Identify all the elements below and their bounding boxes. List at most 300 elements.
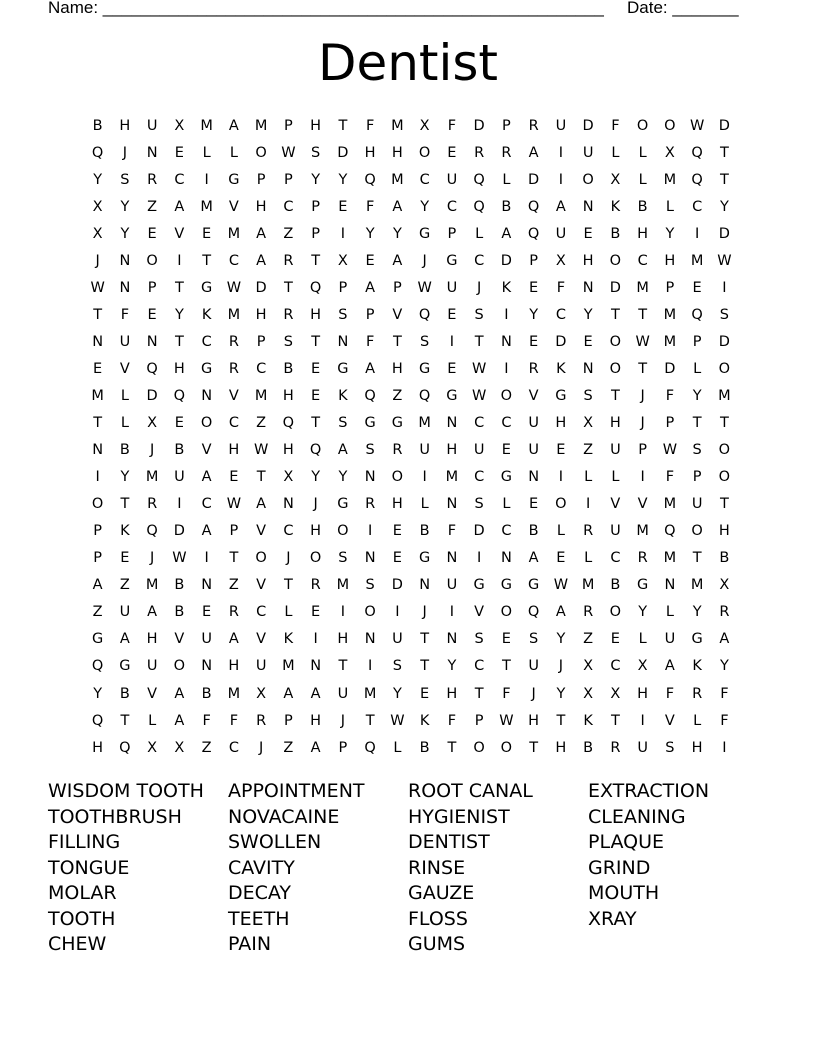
word-bank-item: EXTRACTION bbox=[588, 780, 710, 802]
grid-letter: U bbox=[555, 225, 567, 242]
grid-letter: E bbox=[311, 387, 321, 404]
grid-letter: R bbox=[583, 604, 594, 621]
grid-letter: N bbox=[364, 631, 376, 648]
grid-letter: A bbox=[528, 144, 539, 161]
grid-letter: R bbox=[501, 144, 512, 161]
grid-letter: B bbox=[419, 523, 430, 540]
grid-letter: Q bbox=[173, 387, 186, 404]
grid-letter: J bbox=[640, 415, 645, 432]
grid-letter: P bbox=[311, 198, 320, 215]
grid-letter: F bbox=[365, 333, 375, 350]
grid-letter: C bbox=[201, 496, 212, 513]
grid-letter: F bbox=[665, 469, 675, 486]
grid-letter: W bbox=[226, 279, 242, 296]
grid-letter: J bbox=[286, 550, 291, 567]
grid-letter: Z bbox=[201, 739, 212, 756]
grid-letter: E bbox=[501, 631, 511, 648]
grid-letter: B bbox=[501, 198, 512, 215]
grid-letter: B bbox=[174, 577, 185, 594]
grid-letter: E bbox=[174, 144, 184, 161]
grid-letter: T bbox=[501, 658, 511, 675]
grid-letter: C bbox=[201, 333, 212, 350]
grid-letter: D bbox=[718, 117, 730, 134]
grid-letter: H bbox=[555, 415, 567, 432]
grid-letter: N bbox=[582, 198, 594, 215]
grid-letter: E bbox=[147, 306, 157, 323]
grid-letter: M bbox=[445, 469, 459, 486]
grid-letter: I bbox=[504, 360, 509, 377]
grid-letter: U bbox=[528, 658, 539, 675]
grid-letter: O bbox=[609, 360, 622, 377]
grid-letter: N bbox=[446, 631, 458, 648]
grid-letter: N bbox=[119, 252, 131, 269]
grid-letter: O bbox=[391, 469, 404, 486]
grid-letter: F bbox=[447, 117, 457, 134]
grid-letter: Z bbox=[92, 604, 103, 621]
grid-letter: N bbox=[146, 333, 158, 350]
grid-letter: L bbox=[638, 631, 647, 648]
grid-letter: F bbox=[365, 198, 375, 215]
grid-letter: Y bbox=[556, 685, 566, 702]
grid-letter: Y bbox=[338, 171, 348, 188]
word-bank bbox=[48, 779, 788, 958]
grid-letter: R bbox=[283, 306, 294, 323]
grid-letter: Q bbox=[91, 712, 104, 729]
grid-letter: U bbox=[119, 604, 131, 621]
grid-letter: Z bbox=[256, 415, 267, 432]
word-bank-item: FILLING bbox=[48, 831, 121, 853]
grid-letter: R bbox=[474, 144, 485, 161]
grid-letter: O bbox=[200, 415, 213, 432]
grid-letter: U bbox=[446, 279, 458, 296]
grid-letter: G bbox=[201, 279, 213, 296]
grid-letter: Q bbox=[146, 523, 158, 540]
grid-letter: N bbox=[337, 333, 349, 350]
grid-letter: K bbox=[692, 658, 702, 675]
grid-letter: T bbox=[610, 387, 620, 404]
grid-letter: O bbox=[91, 496, 104, 513]
grid-letter: B bbox=[201, 685, 212, 702]
grid-letter: M bbox=[254, 117, 268, 134]
grid-letter: M bbox=[227, 306, 241, 323]
grid-letter: O bbox=[609, 252, 622, 269]
grid-letter: O bbox=[418, 144, 431, 161]
grid-letter: D bbox=[555, 333, 567, 350]
word-bank-item: RINSE bbox=[408, 856, 466, 879]
grid-letter: C bbox=[637, 252, 648, 269]
grid-letter: V bbox=[664, 712, 675, 729]
grid-letter: C bbox=[228, 415, 239, 432]
grid-letter: F bbox=[229, 712, 239, 729]
grid-letter: I bbox=[585, 496, 591, 513]
grid-letter: O bbox=[718, 360, 731, 377]
grid-letter: L bbox=[420, 496, 429, 513]
grid-letter: B bbox=[583, 739, 594, 756]
grid-letter: N bbox=[364, 469, 376, 486]
grid-letter: M bbox=[200, 198, 213, 215]
grid-letter: S bbox=[719, 306, 729, 323]
grid-letter: Q bbox=[282, 415, 295, 432]
grid-letter: T bbox=[120, 496, 130, 513]
grid-letter: K bbox=[419, 712, 430, 729]
grid-letter: F bbox=[720, 685, 729, 702]
grid-letter: S bbox=[365, 442, 375, 459]
grid-letter: M bbox=[227, 685, 241, 702]
grid-letter: M bbox=[663, 306, 677, 323]
grid-letter: A bbox=[310, 685, 321, 702]
grid-letter: R bbox=[583, 523, 594, 540]
grid-letter: H bbox=[364, 144, 376, 161]
grid-letter: G bbox=[119, 658, 131, 675]
grid-letter: G bbox=[201, 360, 213, 377]
grid-letter: V bbox=[228, 387, 239, 404]
grid-letter: K bbox=[338, 387, 348, 404]
grid-letter: G bbox=[419, 225, 431, 242]
grid-letter: T bbox=[719, 171, 729, 188]
grid-letter: C bbox=[283, 523, 294, 540]
grid-letter: Z bbox=[147, 198, 158, 215]
grid-letter: R bbox=[228, 333, 239, 350]
grid-letter: O bbox=[473, 739, 485, 756]
grid-letter: R bbox=[228, 360, 239, 377]
grid-letter: M bbox=[718, 387, 731, 404]
grid-letter: S bbox=[474, 631, 484, 648]
grid-letter: I bbox=[422, 469, 427, 486]
grid-letter: H bbox=[691, 739, 703, 756]
grid-letter: R bbox=[637, 550, 648, 567]
grid-letter: Q bbox=[418, 387, 431, 404]
grid-letter: T bbox=[692, 415, 702, 432]
grid-letter: V bbox=[610, 496, 621, 513]
grid-letter: O bbox=[255, 144, 267, 161]
grid-letter: N bbox=[582, 279, 594, 296]
grid-letter: Y bbox=[120, 225, 130, 242]
grid-letter: T bbox=[338, 658, 348, 675]
grid-letter: K bbox=[556, 360, 566, 377]
grid-letter: Z bbox=[392, 387, 403, 404]
grid-letter: Y bbox=[719, 658, 729, 675]
grid-letter: P bbox=[93, 550, 102, 567]
grid-letter: J bbox=[640, 387, 645, 404]
grid-letter: D bbox=[337, 144, 349, 161]
grid-letter: N bbox=[528, 469, 540, 486]
grid-letter: A bbox=[256, 496, 267, 513]
grid-letter: A bbox=[555, 198, 566, 215]
grid-letter: F bbox=[665, 387, 675, 404]
grid-letter: V bbox=[174, 225, 185, 242]
grid-letter: O bbox=[609, 333, 622, 350]
grid-letter: U bbox=[146, 658, 158, 675]
grid-letter: E bbox=[202, 604, 212, 621]
grid-letter: C bbox=[474, 252, 485, 269]
grid-letter: G bbox=[337, 360, 349, 377]
grid-letter: C bbox=[228, 739, 239, 756]
grid-letter: O bbox=[364, 604, 376, 621]
grid-letter: C bbox=[256, 360, 267, 377]
grid-letter: T bbox=[529, 739, 539, 756]
grid-letter: S bbox=[692, 442, 702, 459]
grid-letter: M bbox=[663, 333, 677, 350]
grid-letter: P bbox=[692, 469, 702, 486]
grid-letter: G bbox=[364, 415, 376, 432]
grid-letter: F bbox=[202, 712, 211, 729]
grid-letter: T bbox=[365, 712, 375, 729]
grid-letter: N bbox=[119, 279, 131, 296]
grid-letter: M bbox=[391, 117, 404, 134]
grid-letter: D bbox=[255, 279, 267, 296]
grid-letter: C bbox=[256, 604, 267, 621]
grid-letter: J bbox=[122, 144, 128, 161]
grid-letter: E bbox=[529, 333, 539, 350]
word-bank-item: MOLAR bbox=[48, 882, 117, 904]
grid-letter: H bbox=[282, 387, 294, 404]
grid-letter: O bbox=[691, 523, 703, 540]
grid-letter: Z bbox=[583, 442, 594, 459]
grid-letter: A bbox=[501, 225, 512, 242]
grid-letter: J bbox=[476, 279, 482, 296]
grid-letter: Q bbox=[309, 442, 322, 459]
grid-letter: U bbox=[610, 442, 621, 459]
grid-letter: L bbox=[638, 171, 647, 188]
grid-letter: L bbox=[120, 387, 129, 404]
grid-letter: D bbox=[718, 333, 730, 350]
grid-letter: A bbox=[92, 577, 103, 594]
grid-letter: T bbox=[692, 550, 702, 567]
grid-letter: M bbox=[636, 279, 649, 296]
grid-letter: E bbox=[447, 360, 457, 377]
grid-letter: I bbox=[694, 225, 700, 242]
grid-letter: E bbox=[311, 360, 321, 377]
grid-letter: K bbox=[501, 279, 512, 296]
grid-letter: D bbox=[609, 279, 621, 296]
grid-letter: M bbox=[581, 577, 595, 594]
grid-letter: Q bbox=[91, 658, 104, 675]
grid-letter: X bbox=[637, 658, 648, 675]
grid-letter: B bbox=[610, 225, 621, 242]
grid-letter: T bbox=[174, 279, 184, 296]
grid-letter: S bbox=[120, 171, 130, 188]
grid-letter: S bbox=[474, 306, 484, 323]
word-bank-item: WISDOM TOOTH bbox=[48, 780, 204, 802]
grid-letter: H bbox=[146, 631, 158, 648]
grid-letter: Q bbox=[146, 360, 158, 377]
grid-letter: U bbox=[528, 415, 539, 432]
grid-letter: F bbox=[611, 117, 620, 134]
grid-letter: H bbox=[337, 631, 349, 648]
grid-letter: C bbox=[501, 415, 512, 432]
grid-letter: P bbox=[638, 442, 647, 459]
grid-letter: Q bbox=[364, 171, 376, 188]
grid-letter: P bbox=[529, 252, 538, 269]
grid-letter: Y bbox=[120, 198, 130, 215]
grid-letter: E bbox=[610, 631, 620, 648]
grid-letter: M bbox=[336, 577, 350, 594]
grid-letter: D bbox=[146, 387, 158, 404]
grid-letter: Y bbox=[719, 198, 729, 215]
grid-letter: I bbox=[204, 171, 209, 188]
grid-letter: L bbox=[693, 712, 702, 729]
grid-letter: E bbox=[174, 415, 184, 432]
grid-letter: P bbox=[393, 279, 402, 296]
grid-letter: H bbox=[391, 496, 403, 513]
grid-letter: W bbox=[226, 496, 242, 513]
grid-letter: Z bbox=[583, 631, 594, 648]
grid-letter: A bbox=[365, 279, 376, 296]
grid-letter: G bbox=[337, 496, 349, 513]
grid-letter: H bbox=[391, 360, 403, 377]
grid-letter: S bbox=[665, 739, 675, 756]
grid-letter: N bbox=[582, 360, 594, 377]
grid-letter: H bbox=[92, 739, 104, 756]
grid-letter: O bbox=[337, 523, 349, 540]
grid-letter: R bbox=[365, 496, 376, 513]
grid-letter: G bbox=[473, 577, 485, 594]
grid-letter: C bbox=[174, 171, 185, 188]
grid-letter: F bbox=[365, 117, 375, 134]
grid-letter: O bbox=[636, 117, 649, 134]
grid-letter: O bbox=[500, 604, 513, 621]
grid-letter: E bbox=[692, 279, 702, 296]
grid-letter: O bbox=[173, 658, 186, 675]
grid-letter: O bbox=[609, 604, 622, 621]
grid-letter: K bbox=[120, 523, 130, 540]
grid-letter: E bbox=[338, 198, 348, 215]
grid-letter: P bbox=[338, 739, 348, 756]
grid-letter: U bbox=[337, 685, 349, 702]
grid-letter: E bbox=[365, 252, 375, 269]
grid-letter: L bbox=[611, 144, 620, 161]
grid-letter: P bbox=[256, 333, 266, 350]
grid-letter: D bbox=[173, 523, 185, 540]
grid-letter: A bbox=[719, 631, 730, 648]
grid-letter: N bbox=[419, 577, 431, 594]
grid-letter: O bbox=[500, 739, 513, 756]
grid-letter: Q bbox=[364, 387, 376, 404]
grid-letter: H bbox=[310, 306, 322, 323]
grid-letter: R bbox=[147, 496, 158, 513]
grid-letter: A bbox=[310, 739, 321, 756]
grid-letter: R bbox=[610, 739, 621, 756]
grid-letter: E bbox=[229, 469, 239, 486]
grid-letter: W bbox=[662, 442, 678, 459]
grid-letter: X bbox=[664, 144, 675, 161]
grid-letter: P bbox=[665, 279, 675, 296]
grid-letter: I bbox=[177, 496, 182, 513]
grid-letter: Q bbox=[527, 198, 540, 215]
name-field-label: Name: _____________________________________________________ bbox=[48, 0, 604, 17]
grid-letter: M bbox=[418, 415, 431, 432]
grid-letter: N bbox=[664, 577, 676, 594]
grid-letter: U bbox=[637, 739, 648, 756]
grid-letter: B bbox=[610, 577, 621, 594]
grid-letter: W bbox=[172, 550, 187, 567]
grid-letter: X bbox=[147, 739, 158, 756]
grid-letter: Z bbox=[283, 225, 294, 242]
grid-letter: R bbox=[528, 117, 539, 134]
grid-letter: M bbox=[690, 577, 704, 594]
grid-letter: G bbox=[555, 387, 567, 404]
grid-letter: B bbox=[92, 117, 103, 134]
grid-letter: W bbox=[471, 387, 487, 404]
grid-letter: E bbox=[556, 550, 566, 567]
word-bank-item: GUMS bbox=[408, 933, 466, 955]
grid-letter: R bbox=[228, 604, 239, 621]
grid-letter: A bbox=[664, 658, 675, 675]
grid-letter: A bbox=[201, 469, 212, 486]
grid-letter: I bbox=[449, 333, 455, 350]
grid-letter: C bbox=[419, 171, 430, 188]
grid-letter: H bbox=[637, 685, 649, 702]
word-bank-item: DECAY bbox=[228, 882, 292, 904]
grid-letter: B bbox=[528, 523, 539, 540]
grid-letter: T bbox=[120, 712, 130, 729]
grid-letter: A bbox=[147, 604, 158, 621]
grid-letter: Q bbox=[418, 306, 431, 323]
grid-letter: E bbox=[311, 604, 321, 621]
grid-letter: H bbox=[255, 198, 267, 215]
grid-letter: R bbox=[719, 604, 730, 621]
grid-letter: X bbox=[583, 658, 594, 675]
grid-letter: D bbox=[582, 117, 594, 134]
grid-letter: Y bbox=[665, 225, 675, 242]
word-bank-item: CHEW bbox=[48, 933, 107, 955]
grid-letter: V bbox=[392, 306, 403, 323]
grid-letter: U bbox=[610, 523, 621, 540]
grid-letter: E bbox=[529, 279, 539, 296]
grid-letter: L bbox=[584, 469, 593, 486]
grid-letter: W bbox=[90, 279, 105, 296]
grid-letter: F bbox=[556, 279, 566, 296]
grid-letter: Y bbox=[338, 469, 348, 486]
grid-letter: Y bbox=[583, 306, 593, 323]
grid-letter: M bbox=[200, 117, 213, 134]
grid-letter: T bbox=[474, 685, 484, 702]
grid-letter: L bbox=[475, 225, 484, 242]
grid-letter: A bbox=[555, 604, 566, 621]
grid-letter: R bbox=[392, 442, 403, 459]
grid-letter: Q bbox=[91, 144, 104, 161]
grid-letter: E bbox=[556, 442, 566, 459]
grid-letter: P bbox=[93, 523, 102, 540]
grid-letter: Z bbox=[283, 739, 294, 756]
grid-letter: U bbox=[146, 117, 158, 134]
grid-letter: K bbox=[201, 306, 212, 323]
grid-letter: N bbox=[201, 658, 213, 675]
grid-letter: I bbox=[558, 171, 564, 188]
word-bank-item: HYGIENIST bbox=[408, 805, 510, 828]
grid-letter: O bbox=[500, 387, 513, 404]
grid-letter: I bbox=[449, 604, 455, 621]
grid-letter: N bbox=[364, 550, 376, 567]
word-bank-item: PAIN bbox=[228, 933, 272, 955]
grid-letter: H bbox=[310, 712, 322, 729]
grid-letter: H bbox=[228, 442, 240, 459]
grid-letter: G bbox=[419, 360, 431, 377]
grid-letter: P bbox=[284, 117, 293, 134]
grid-letter: G bbox=[391, 415, 403, 432]
grid-letter: X bbox=[174, 739, 185, 756]
grid-letter: T bbox=[93, 415, 103, 432]
grid-letter: X bbox=[419, 117, 430, 134]
date-field-label: Date: _______ bbox=[627, 0, 739, 17]
grid-letter: I bbox=[558, 144, 564, 161]
word-bank-item: GAUZE bbox=[408, 882, 475, 904]
grid-letter: W bbox=[471, 360, 487, 377]
grid-letter: H bbox=[391, 144, 403, 161]
grid-letter: Y bbox=[447, 658, 457, 675]
grid-letter: I bbox=[340, 604, 346, 621]
grid-letter: E bbox=[583, 225, 593, 242]
